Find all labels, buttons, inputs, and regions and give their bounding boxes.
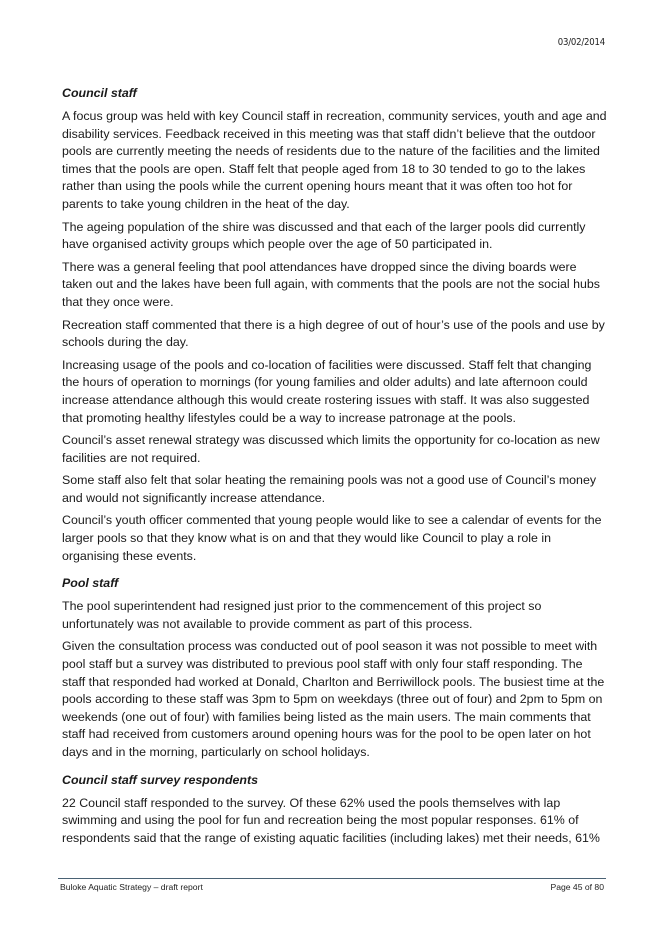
paragraph: Given the consultation process was conducted out of pool season it was not possible to meet with pool staff but a survey was distributed to previous pool staff with only four staff responding. The staff that responded had worked at Donald, Charlton and Berriwillock pools. The busiest time at the pools according to these staff was 3pm to 5pm on weekdays (three out of four) and 2pm to 5pm on weekends (one out of four) with families being listed as the main users. The main comments that staff had received from customers around opening hours was for the pool to be open later on hot days and in the morning, particularly on school holidays. [62, 639, 605, 759]
paragraph: The pool superintendent had resigned just prior to the commencement of this project so unfortunately was not available to provide comment as part of this process. [62, 599, 542, 631]
section-heading: Council staff [62, 86, 137, 100]
section-heading: Pool staff [62, 576, 119, 591]
paragraph: Some staff also felt that solar heating the remaining pools was not a good use of Council’s money and would not significantly increase attendance. [62, 473, 597, 505]
page-body [62, 85, 607, 852]
paragraph: There was a general feeling that pool attendances have dropped since the diving boards were taken out and the lakes have been full again, with comments that the pools are not the social hubs that they once were. [62, 259, 600, 309]
paragraph: Increasing usage of the pools and co-location of facilities were discussed. Staff felt that changing the hours of operation to mornings (for young families and older adults) and late afternoon could increase attendance although this would create rostering issues with staff. It was also suggested that promoting healthy lifestyles could be a way to increase patronage at the pools. [62, 357, 592, 425]
paragraph: 22 Council staff responded to the survey. Of these 62% used the pools themselves with lap swimming and using the pool for fun and recreation being the most popular responses. 61% of respondents said that the range of existing aquatic facilities (including lakes) met their needs, 61% [62, 795, 600, 845]
paragraph: Council’s youth officer commented that young people would like to see a calendar of events for the larger pools so that they know what is on and that they would like Council to play a role in organising these events. [62, 513, 602, 563]
paragraph: Council’s asset renewal strategy was discussed which limits the opportunity for co-location as new facilities are not required. [62, 433, 600, 465]
section-council-staff-survey [62, 772, 607, 848]
paragraph: The ageing population of the shire was discussed and that each of the larger pools did currently have organised activity groups which people over the age of 50 participated in. [62, 219, 586, 252]
section-heading: Council staff survey respondents [62, 772, 259, 787]
section-council-staff [62, 85, 607, 565]
footer-title: Buloke Aquatic Strategy – draft report [60, 882, 203, 892]
footer-divider [58, 878, 606, 879]
paragraph: Recreation staff commented that there is a high degree of out of hour’s use of the pools and use by schools during the day. [62, 317, 605, 350]
paragraph: A focus group was held with key Council staff in recreation, community services, youth and age and disability services. Feedback received in this meeting was that staff didn’t believe that the outdoor pools are currently meeting the needs of residents due to the nature of the facilities and the limited times that the pools are open. Staff felt that people aged from 18 to 30 tended to go to the lakes rather than using the pools while the current opening hours meant that it was often too hot for parents to take young children in the heat of the day. [62, 109, 607, 211]
footer-page-number: Page 45 of 80 [550, 882, 604, 892]
header-date: 03/02/2014 [557, 37, 605, 48]
section-pool-staff [62, 575, 607, 761]
